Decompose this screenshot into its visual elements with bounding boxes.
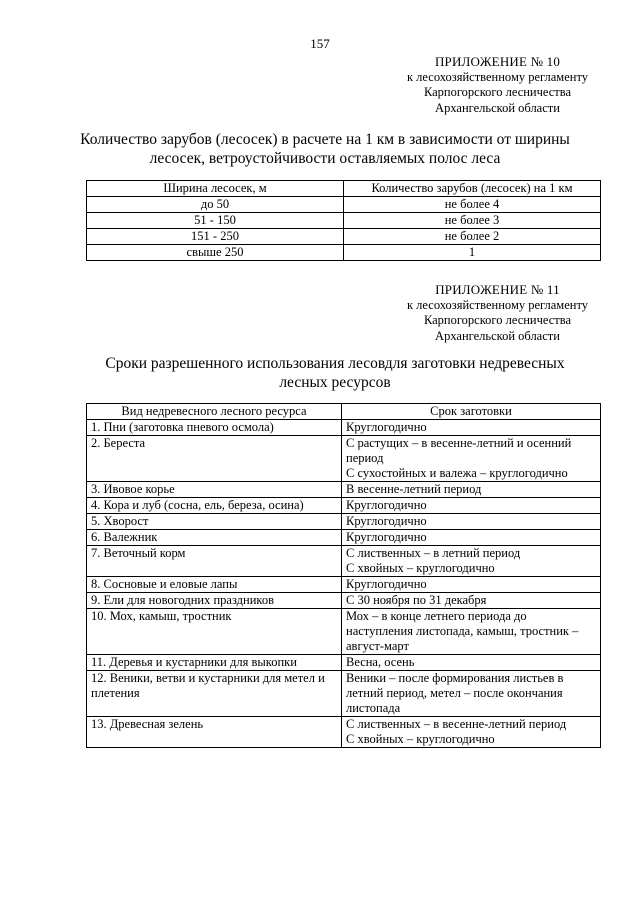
table-cell: не более 4 (344, 197, 601, 213)
appendix-line: к лесохозяйственному регламенту (406, 69, 589, 84)
table-row (87, 609, 601, 655)
table2-title: Сроки разрешенного использования лесовдля заготовки недревесных лесных ресурсов (105, 355, 565, 391)
table-cell: 10. Мох, камыш, тростник (87, 609, 342, 655)
table-cell: 9. Ели для новогодних праздников (87, 593, 342, 609)
table-cell: Круглогодично (342, 530, 601, 546)
table-cell: В весенне-летний период (342, 482, 601, 498)
appendix-line: к лесохозяйственному регламенту (406, 297, 589, 312)
table-header-cell: Количество зарубов (лесосек) на 1 км (344, 181, 601, 197)
table-cell: 2. Береста (87, 436, 342, 482)
table-cell: 1. Пни (заготовка пневого осмола) (87, 420, 342, 436)
appendix-line: Карпогорского лесничества (423, 313, 572, 327)
table-cell: 4. Кора и луб (сосна, ель, береза, осина) (87, 498, 342, 514)
appendix-heading: ПРИЛОЖЕНИЕ № 10 (434, 54, 561, 69)
table-cell: 8. Сосновые и еловые лапы (87, 577, 342, 593)
table-cell: не более 2 (344, 229, 601, 245)
table-cell: С 30 ноября по 31 декабря (342, 593, 601, 609)
appendix-line: Архангельской области (435, 328, 560, 343)
table-cell: С растущих – в весенне-летний и осенний период С сухостойных и валежа – круглогодично (342, 436, 601, 482)
table1-title: Количество зарубов (лесосек) в расчете на 1 км в зависимости от ширины лесосек, ветроустойчивости оставляемых полос леса (80, 131, 570, 167)
table-cell: 3. Ивовое корье (87, 482, 342, 498)
table-cell: Круглогодично (342, 577, 601, 593)
table-cell: С лиственных – в весенне-летний период С хвойных – круглогодично (342, 717, 601, 748)
table-row (87, 213, 601, 229)
harvest-periods-table (86, 403, 601, 748)
table-row (87, 577, 601, 593)
appendix-heading: ПРИЛОЖЕНИЕ № 11 (435, 282, 560, 297)
table-cell: Весна, осень (342, 655, 601, 671)
table-header-row (87, 181, 601, 197)
table-cell: 7. Веточный корм (87, 546, 342, 577)
table-header-cell: Вид недревесного лесного ресурса (87, 404, 342, 420)
table-cell: 51 - 150 (87, 213, 344, 229)
table-header-row (87, 404, 601, 420)
table-header-cell: Ширина лесосек, м (87, 181, 344, 197)
table-row (87, 197, 601, 213)
table-row (87, 546, 601, 577)
table-cell: 1 (344, 245, 601, 261)
table-cell: С лиственных – в летний период С хвойных – круглогодично (342, 546, 601, 577)
table-row (87, 655, 601, 671)
table-row (87, 530, 601, 546)
table-cell: 5. Хворост (87, 514, 342, 530)
table-cell: Круглогодично (342, 514, 601, 530)
table-cell: 6. Валежник (87, 530, 342, 546)
page-number: 157 (310, 36, 330, 51)
table-cell: Мох – в конце летнего периода до наступления листопада, камыш, тростник – август-март (342, 609, 601, 655)
table-cell: 12. Веники, ветви и кустарники для метел и плетения (87, 671, 342, 717)
table-cell: свыше 250 (87, 245, 344, 261)
table-cell: 151 - 250 (87, 229, 344, 245)
table-row (87, 229, 601, 245)
table-header-cell: Срок заготовки (342, 404, 601, 420)
table-cell: 13. Древесная зелень (87, 717, 342, 748)
table-cell: Круглогодично (342, 420, 601, 436)
table-cell: до 50 (87, 197, 344, 213)
table-row (87, 245, 601, 261)
table-cell: Круглогодично (342, 498, 601, 514)
table-cell: Веники – после формирования листьев в летний период, метел – после окончания листопада (342, 671, 601, 717)
table-row (87, 671, 601, 717)
table-cell: 11. Деревья и кустарники для выкопки (87, 655, 342, 671)
appendix-line: Архангельской области (435, 100, 560, 115)
table-row (87, 514, 601, 530)
table-row (87, 717, 601, 748)
table-row (87, 436, 601, 482)
appendix-10-header (380, 54, 615, 116)
table-row (87, 593, 601, 609)
appendix-11-header (380, 282, 615, 344)
table-cell: не более 3 (344, 213, 601, 229)
table-row (87, 482, 601, 498)
appendix-line: Карпогорского лесничества (423, 85, 572, 99)
cutting-areas-table (86, 180, 601, 261)
table-row (87, 420, 601, 436)
table-row (87, 498, 601, 514)
